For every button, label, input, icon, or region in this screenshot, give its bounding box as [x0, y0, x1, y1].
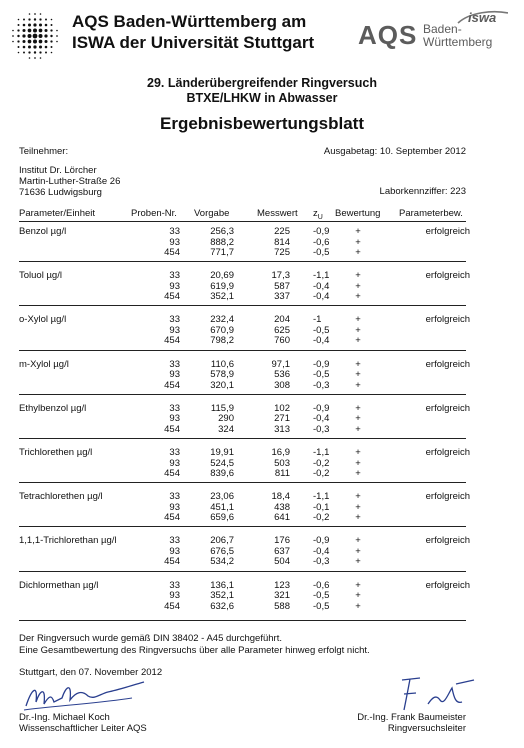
- measured-value: 271: [274, 413, 290, 425]
- zu-score: -0,9: [313, 358, 330, 370]
- measured-value: 811: [274, 468, 290, 479]
- col-header-measured: Messwert: [257, 208, 298, 219]
- sample-number: 454: [164, 512, 180, 524]
- zu-score: -0,5: [313, 600, 330, 612]
- zu-score: -0,4: [313, 545, 330, 557]
- sample-number: 93: [169, 545, 180, 557]
- zu-score: -0,5: [313, 590, 330, 602]
- zu-score: -0,4: [313, 280, 330, 292]
- target-value: 524,5: [210, 457, 234, 469]
- signer-right-role: Ringversuchsleiter: [387, 723, 466, 734]
- rating-mark: +: [355, 590, 361, 602]
- org-name-line2: ISWA der Universität Stuttgart: [72, 33, 315, 52]
- target-value: 19,91: [210, 447, 234, 458]
- target-value: 136,1: [210, 579, 234, 591]
- rating-mark: +: [355, 600, 361, 612]
- parameter-result: erfolgreich: [425, 579, 470, 591]
- measured-value: 97,1: [271, 358, 290, 370]
- parameter-result: erfolgreich: [425, 314, 470, 326]
- zu-score: -0,2: [313, 457, 330, 469]
- parameter-name: Ethylbenzol µg/l: [19, 402, 87, 414]
- rating-mark: +: [355, 369, 361, 381]
- col-header-zu: [313, 208, 323, 221]
- measured-value: 308: [274, 379, 290, 391]
- zu-score: -0,9: [313, 535, 330, 547]
- rating-mark: +: [355, 423, 361, 435]
- sample-number: 454: [164, 379, 180, 391]
- target-value: 578,9: [210, 369, 234, 381]
- sample-number: 454: [164, 600, 180, 612]
- col-header-param-rating: Parameterbew.: [399, 208, 463, 219]
- rating-mark: +: [355, 358, 361, 370]
- measured-value: 641: [274, 512, 290, 524]
- sample-number: 33: [169, 535, 180, 547]
- zu-score: -0,4: [313, 413, 330, 425]
- lab-code: Laborkennziffer: 223: [379, 186, 466, 197]
- measured-value: 438: [274, 501, 290, 513]
- group-divider: [19, 526, 466, 527]
- zu-score: -0,9: [313, 226, 330, 237]
- measured-value: 321: [274, 590, 290, 602]
- sample-number: 454: [164, 556, 180, 568]
- measured-value: 588: [274, 600, 290, 612]
- rating-mark: +: [355, 413, 361, 425]
- rating-mark: +: [355, 545, 361, 557]
- sample-number: 33: [169, 314, 180, 326]
- group-divider: [19, 350, 466, 351]
- col-header-sample: Proben-Nr.: [131, 208, 177, 219]
- address-line3: 71636 Ludwigsburg: [19, 187, 102, 198]
- target-value: 110,6: [210, 358, 234, 370]
- rating-mark: +: [355, 270, 361, 282]
- measured-value: 760: [274, 335, 290, 347]
- zu-score: -1,1: [313, 447, 330, 458]
- sample-number: 454: [164, 468, 180, 479]
- col-header-rating: Bewertung: [335, 208, 381, 219]
- target-value: 798,2: [210, 335, 234, 347]
- rating-mark: +: [355, 236, 361, 248]
- zu-score: -0,5: [313, 324, 330, 336]
- group-divider: [19, 305, 466, 306]
- aqs-logo-text: AQS: [358, 20, 418, 50]
- measured-value: 17,3: [271, 270, 290, 282]
- sample-number: 93: [169, 413, 180, 425]
- rating-mark: +: [355, 402, 361, 414]
- header-divider: [19, 221, 466, 222]
- participant-label: Teilnehmer:: [19, 146, 69, 157]
- group-divider: [19, 571, 466, 572]
- sample-number: 93: [169, 501, 180, 513]
- zu-score: -1,1: [313, 491, 330, 503]
- group-divider: [19, 394, 466, 395]
- sample-number: 93: [169, 324, 180, 336]
- measured-value: 102: [274, 402, 290, 414]
- sample-number: 93: [169, 369, 180, 381]
- sample-number: 33: [169, 270, 180, 282]
- zu-score: -0,4: [313, 335, 330, 347]
- measured-value: 625: [274, 324, 290, 336]
- target-value: 888,2: [210, 236, 234, 248]
- sample-number: 93: [169, 280, 180, 292]
- subtitle-line1: 29. Länderübergreifender Ringversuch: [147, 76, 377, 90]
- group-divider: [19, 261, 466, 262]
- parameter-name: Tetrachlorethen µg/l: [19, 491, 103, 503]
- col-header-target: Vorgabe: [194, 208, 230, 219]
- col-header-zu-main: z: [313, 208, 318, 219]
- sample-number: 33: [169, 402, 180, 414]
- footer-note-standard: Der Ringversuch wurde gemäß DIN 38402 - A45 durchgeführt.: [19, 633, 282, 644]
- sample-number: 33: [169, 491, 180, 503]
- zu-score: -0,4: [313, 291, 330, 303]
- parameter-name: 1,1,1-Trichlorethan µg/l: [19, 535, 117, 547]
- target-value: 670,9: [210, 324, 234, 336]
- col-header-parameter: Parameter/Einheit: [19, 208, 96, 219]
- zu-score: -0,3: [313, 379, 330, 391]
- zu-score: -0,5: [313, 369, 330, 381]
- measured-value: 587: [274, 280, 290, 292]
- parameter-result: erfolgreich: [425, 447, 470, 458]
- signer-right-name: Dr.-Ing. Frank Baumeister: [357, 712, 466, 723]
- sample-number: 93: [169, 590, 180, 602]
- zu-score: -0,1: [313, 501, 330, 513]
- aqs-logo-region-line1: Baden-: [423, 22, 462, 36]
- zu-score: -0,3: [313, 423, 330, 435]
- measured-value: 123: [274, 579, 290, 591]
- zu-score: -0,3: [313, 556, 330, 568]
- measured-value: 814: [274, 236, 290, 248]
- aqs-logo-region-line2: Württemberg: [423, 35, 493, 49]
- rating-mark: +: [355, 335, 361, 347]
- rating-mark: +: [355, 535, 361, 547]
- zu-score: -1,1: [313, 270, 330, 282]
- target-value: 232,4: [210, 314, 234, 326]
- measured-value: 503: [274, 457, 290, 469]
- target-value: 206,7: [210, 535, 234, 547]
- iswa-logo-text: iswa: [468, 10, 497, 25]
- parameter-name: m-Xylol µg/l: [19, 358, 69, 370]
- sample-number: 454: [164, 335, 180, 347]
- parameter-result: erfolgreich: [425, 402, 470, 414]
- target-value: 256,3: [210, 226, 234, 237]
- rating-mark: +: [355, 512, 361, 524]
- target-value: 676,5: [210, 545, 234, 557]
- group-divider: [19, 438, 466, 439]
- measured-value: 16,9: [271, 447, 290, 458]
- group-divider: [19, 482, 466, 483]
- parameter-name: Benzol µg/l: [19, 226, 67, 237]
- signer-left-role: Wissenschaftlicher Leiter AQS: [19, 723, 147, 734]
- iswa-dot-logo-icon: [10, 11, 60, 61]
- rating-mark: +: [355, 291, 361, 303]
- target-value: 20,69: [210, 270, 234, 282]
- measured-value: 176: [274, 535, 290, 547]
- footer-note-evaluation: Eine Gesamtbewertung des Ringversuchs über alle Parameter hinweg erfolgt nicht.: [19, 645, 370, 656]
- zu-score: -0,6: [313, 236, 330, 248]
- rating-mark: +: [355, 379, 361, 391]
- zu-score: -1: [313, 314, 322, 326]
- signature-right-icon: [390, 674, 480, 716]
- col-header-zu-sub: U: [317, 213, 323, 221]
- rating-mark: +: [355, 501, 361, 513]
- target-value: 115,9: [210, 402, 234, 414]
- target-value: 451,1: [210, 501, 234, 513]
- subtitle-line2: BTXE/LHKW in Abwasser: [186, 91, 338, 105]
- org-name-line1: AQS Baden-Württemberg am: [72, 12, 307, 31]
- rating-mark: +: [355, 226, 361, 237]
- page-title: Ergebnisbewertungsblatt: [159, 114, 365, 133]
- rating-mark: +: [355, 280, 361, 292]
- sample-number: 454: [164, 423, 180, 435]
- issue-date: Ausgabetag: 10. September 2012: [323, 146, 466, 157]
- parameter-name: o-Xylol µg/l: [19, 314, 67, 326]
- rating-mark: +: [355, 468, 361, 479]
- parameter-result: erfolgreich: [425, 226, 470, 237]
- measured-value: 337: [274, 291, 290, 303]
- parameter-name: Dichlormethan µg/l: [19, 579, 99, 591]
- parameter-result: erfolgreich: [425, 270, 470, 282]
- measured-value: 725: [274, 247, 290, 258]
- measured-value: 18,4: [271, 491, 290, 503]
- target-value: 534,2: [210, 556, 234, 568]
- parameter-result: erfolgreich: [425, 358, 470, 370]
- rating-mark: +: [355, 579, 361, 591]
- measured-value: 313: [274, 423, 290, 435]
- rating-mark: +: [355, 247, 361, 258]
- measured-value: 204: [274, 314, 290, 326]
- parameter-name: Trichlorethen µg/l: [19, 447, 93, 458]
- target-value: 839,6: [210, 468, 234, 479]
- rating-mark: +: [355, 491, 361, 503]
- parameter-result: erfolgreich: [425, 491, 470, 503]
- rating-mark: +: [355, 324, 361, 336]
- parameter-name: Toluol µg/l: [19, 270, 62, 282]
- address-line2: Martin-Luther-Straße 26: [19, 176, 121, 187]
- rating-mark: +: [355, 556, 361, 568]
- zu-score: -0,2: [313, 468, 330, 479]
- address-line1: Institut Dr. Lörcher: [19, 165, 97, 176]
- sample-number: 33: [169, 447, 180, 458]
- target-value: 352,1: [210, 590, 234, 602]
- sample-number: 93: [169, 457, 180, 469]
- table-end-divider: [19, 620, 466, 621]
- place-date: Stuttgart, den 07. November 2012: [19, 667, 163, 678]
- measured-value: 504: [274, 556, 290, 568]
- measured-value: 225: [274, 226, 290, 237]
- sample-number: 33: [169, 226, 180, 237]
- aqs-logo-region: [423, 23, 492, 49]
- rating-mark: +: [355, 314, 361, 326]
- measured-value: 637: [274, 545, 290, 557]
- target-value: 23,06: [210, 491, 234, 503]
- target-value: 659,6: [210, 512, 234, 524]
- signer-left-name: Dr.-Ing. Michael Koch: [19, 712, 110, 723]
- sample-number: 33: [169, 358, 180, 370]
- sample-number: 454: [164, 247, 180, 258]
- target-value: 352,1: [210, 291, 234, 303]
- measured-value: 536: [274, 369, 290, 381]
- rating-mark: +: [355, 447, 361, 458]
- sample-number: 33: [169, 579, 180, 591]
- parameter-result: erfolgreich: [425, 535, 470, 547]
- zu-score: -0,2: [313, 512, 330, 524]
- target-value: 324: [218, 423, 234, 435]
- target-value: 320,1: [210, 379, 234, 391]
- zu-score: -0,9: [313, 402, 330, 414]
- sample-number: 454: [164, 291, 180, 303]
- zu-score: -0,5: [313, 247, 330, 258]
- sample-number: 93: [169, 236, 180, 248]
- target-value: 290: [218, 413, 234, 425]
- rating-mark: +: [355, 457, 361, 469]
- zu-score: -0,6: [313, 579, 330, 591]
- target-value: 619,9: [210, 280, 234, 292]
- target-value: 771,7: [210, 247, 234, 258]
- target-value: 632,6: [210, 600, 234, 612]
